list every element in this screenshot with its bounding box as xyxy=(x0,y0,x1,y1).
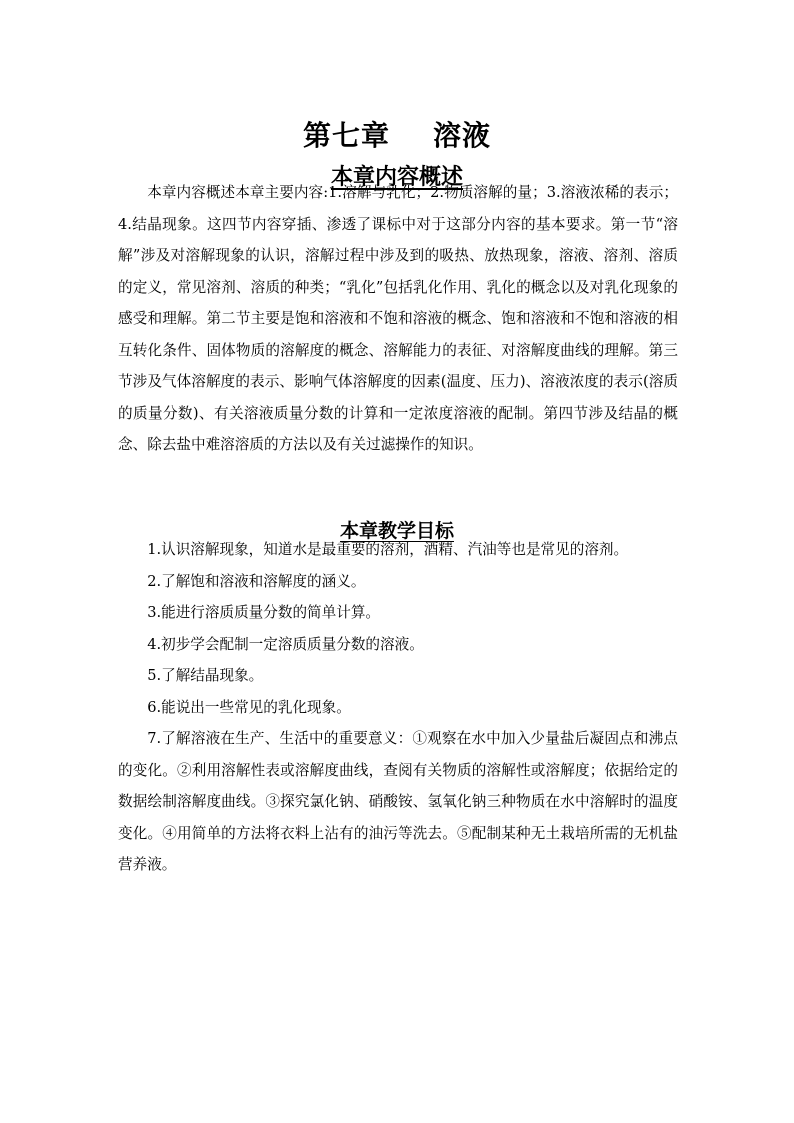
goal-item-7: 7.了解溶液在生产、生活中的重要意义：①观察在水中加入少量盐后凝固点和沸点的变化。②利用溶解性表或溶解度曲线，查阅有关物质的溶解性或溶解度；依据给定的数据绘制溶解度曲线。③探究氯化钠、硝酸铵、氢氧化钠三种物质在水中溶解时的温度变化。④用简单的方法将衣料上沾有的油污等洗去。⑤配制某种无土栽培所需的无机盐营养液。 xyxy=(118,730,678,873)
goal-item-1: 1.认识溶解现象，知道水是最重要的溶剂，酒精、汽油等也是常见的溶剂。 xyxy=(147,541,629,558)
overview-paragraph: 本章内容概述本章主要内容:1.溶解与乳化；2.物质溶解的量；3.溶液浓稀的表示；4.结晶现象。这四节内容穿插、渗透了课标中对于这部分内容的基本要求。第一节“溶解”涉及对溶解现象的认识，溶解过程中涉及到的吸热、放热现象，溶液、溶剂、溶质的定义，常见溶剂、溶质的种类；“乳化”包括乳化作用、乳化的概念以及对乳化现象的感受和理解。第二节主要是饱和溶液和不饱和溶液的概念、饱和溶液和不饱和溶液的相互转化条件、固体物质的溶解度的概念、溶解能力的表征、对溶解度曲线的理解。第三节涉及气体溶解度的表示、影响气体溶解度的因素(温度、压力)、溶液浓度的表示(溶质的质量分数)、有关溶液质量分数的计算和一定浓度溶液的配制。第四节涉及结晶的概念、除去盐中难溶溶质的方法以及有关过滤操作的知识。 xyxy=(118,184,678,453)
goal-item-2: 2.了解饱和溶液和溶解度的涵义。 xyxy=(147,572,366,590)
goals-heading: 本章教学目标 xyxy=(339,519,454,542)
chapter-title: 第七章 溶液 xyxy=(303,118,491,152)
goal-item-5: 5.了解结晶现象。 xyxy=(147,667,264,684)
goal-item-3: 3.能进行溶质质量分数的简单计算。 xyxy=(147,604,381,621)
goal-item-4: 4.初步学会配制一定溶质质量分数的溶液。 xyxy=(147,635,424,653)
overview-heading: 本章内容概述 xyxy=(330,164,463,191)
goals-list xyxy=(118,534,678,881)
goal-item-6: 6.能说出一些常见的乳化现象。 xyxy=(147,698,351,716)
